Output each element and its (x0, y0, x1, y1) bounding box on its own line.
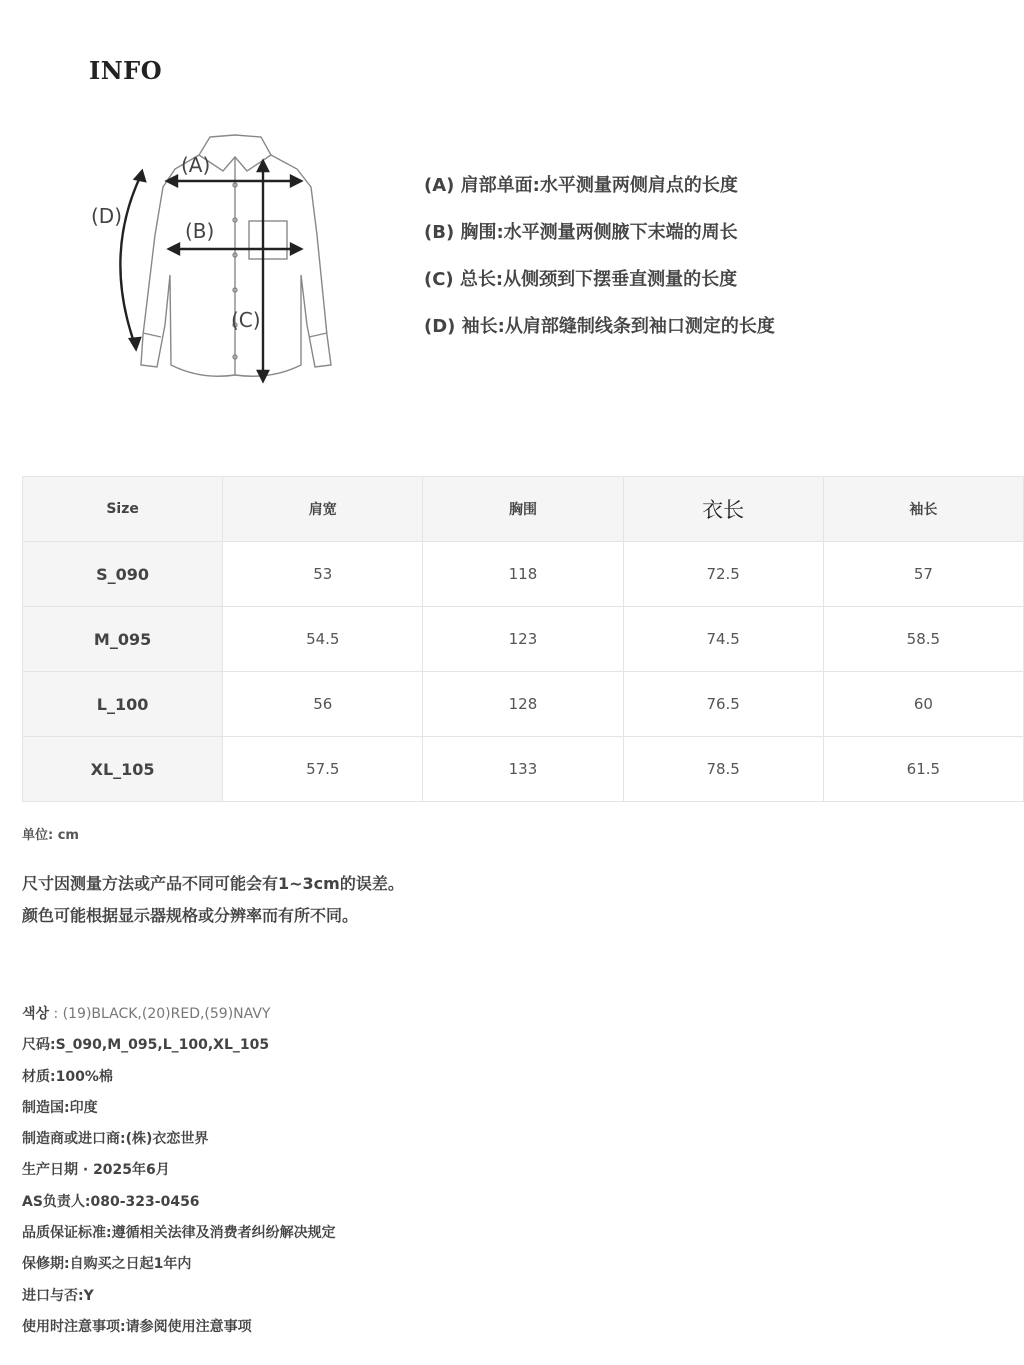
table-cell: 54.5 (223, 607, 423, 672)
table-row (23, 737, 1024, 802)
size-cell: XL_105 (23, 737, 223, 802)
table-cell: 61.5 (823, 737, 1023, 802)
measurement-arrows (120, 161, 301, 381)
header-sleeve: 袖长 (823, 477, 1023, 542)
table-cell: 78.5 (623, 737, 823, 802)
unit-note: 单位: cm (22, 828, 79, 843)
spec-size: 尺码:S_090,M_095,L_100,XL_105 (22, 1037, 270, 1054)
spec-country: 制造国:印度 (22, 1099, 98, 1116)
table-cell: 76.5 (623, 672, 823, 737)
table-row (23, 672, 1024, 737)
legend-item-b: (B) 胸围:水平测量两侧腋下末端的周长 (424, 222, 738, 243)
table-cell: 72.5 (623, 542, 823, 607)
product-specs (22, 1003, 336, 1347)
spec-quality-standard: 品质保证标准:遵循相关法律及消费者纠纷解决规定 (22, 1225, 336, 1242)
table-cell: 53 (223, 542, 423, 607)
table-cell: 57.5 (223, 737, 423, 802)
table-cell: 123 (423, 607, 623, 672)
size-cell: M_095 (23, 607, 223, 672)
spec-warranty: 保修期:自购买之日起1年内 (22, 1256, 192, 1273)
label-d: (D) (91, 204, 123, 228)
shirt-outline-icon (141, 135, 331, 376)
shirt-measurement-diagram (85, 125, 345, 395)
disclaimer-notes (22, 873, 404, 937)
header-size: Size (23, 477, 223, 542)
table-cell: 58.5 (823, 607, 1023, 672)
table-cell: 60 (823, 672, 1023, 737)
spec-production-date: 生产日期 · 2025年6月 (22, 1162, 170, 1179)
size-cell: S_090 (23, 542, 223, 607)
label-b: (B) (185, 219, 215, 243)
legend-item-c: (C) 总长:从侧颈到下摆垂直测量的长度 (424, 269, 738, 290)
table-cell: 128 (423, 672, 623, 737)
size-chart-table (22, 476, 1024, 802)
spec-import: 进口与否:Y (22, 1287, 94, 1304)
spec-as-contact: AS负责人:080-323-0456 (22, 1193, 200, 1210)
spec-color (22, 1003, 336, 1034)
note-measurement-error: 尺寸因测量方法或产品不同可能会有1~3cm的误差。 (22, 874, 404, 893)
header-chest: 胸围 (423, 477, 623, 542)
table-cell: 56 (223, 672, 423, 737)
size-cell: L_100 (23, 672, 223, 737)
table-row (23, 542, 1024, 607)
note-color-difference: 颜色可能根据显示器规格或分辨率而有所不同。 (22, 906, 359, 925)
spec-color-value: : (19)BLACK,(20)RED,(59)NAVY (49, 1006, 271, 1022)
label-c: (C) (231, 308, 261, 332)
legend-item-a: (A) 肩部单面:水平测量两侧肩点的长度 (424, 175, 738, 196)
table-header-row (23, 477, 1024, 542)
table-cell: 74.5 (623, 607, 823, 672)
label-a: (A) (181, 153, 211, 177)
table-row (23, 607, 1024, 672)
header-shoulder: 肩宽 (223, 477, 423, 542)
spec-color-label: 색상 (22, 1006, 50, 1022)
measurement-legend (424, 170, 775, 358)
table-cell: 57 (823, 542, 1023, 607)
spec-material: 材质:100%棉 (22, 1068, 113, 1085)
page-title: INFO (89, 56, 163, 85)
spec-usage-notes: 使用时注意事项:请参阅使用注意事项 (22, 1318, 252, 1335)
table-cell: 118 (423, 542, 623, 607)
legend-item-d: (D) 袖长:从肩部缝制线条到袖口测定的长度 (424, 316, 775, 337)
spec-manufacturer: 制造商或进口商:(株)衣恋世界 (22, 1131, 209, 1148)
header-length: 衣长 (623, 477, 823, 542)
table-cell: 133 (423, 737, 623, 802)
